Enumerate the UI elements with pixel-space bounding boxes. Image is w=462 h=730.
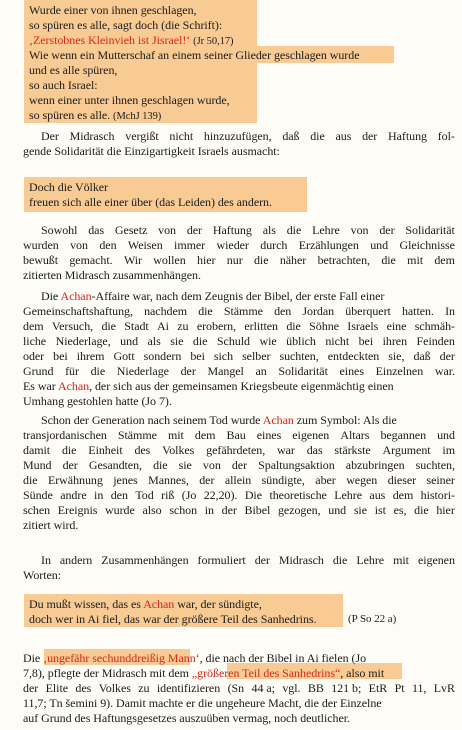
quote1-line: Wurde einer von ihnen geschlagen, <box>29 3 197 17</box>
word: selber <box>242 349 271 363</box>
word: BB <box>307 681 324 695</box>
word: mit <box>407 253 424 267</box>
para4-line <box>23 488 455 502</box>
word: gezogen, <box>277 503 321 517</box>
word: des <box>134 443 151 457</box>
word: also <box>142 503 162 517</box>
para4-line <box>23 503 455 517</box>
word: Lehre <box>356 553 385 567</box>
word: dem <box>392 488 414 502</box>
word: Schuld <box>216 334 250 348</box>
word: der <box>379 223 395 237</box>
word: vgl. <box>282 681 301 695</box>
word: nicht <box>169 129 194 143</box>
word: Gleichnisse <box>399 238 455 252</box>
word: und <box>328 503 347 517</box>
word: die <box>153 458 168 472</box>
word: fol- <box>437 129 455 143</box>
name-achan: Achan <box>262 413 294 427</box>
word: suchten, <box>415 458 455 472</box>
word: damit <box>23 443 51 457</box>
para4-line <box>23 458 455 472</box>
para3-line <box>23 349 455 363</box>
word: daß <box>413 349 431 363</box>
word: Elite <box>45 681 69 695</box>
word: überquert <box>345 304 391 318</box>
word: wurde <box>105 503 135 517</box>
word: allein <box>224 473 252 487</box>
word: Ereignis <box>57 503 98 517</box>
name-achan: Achan <box>143 597 175 611</box>
para5-line <box>41 553 455 567</box>
quote1-line <box>29 33 234 49</box>
word: durch <box>260 238 288 252</box>
word: 22,20). <box>203 488 238 502</box>
word: die <box>23 473 38 487</box>
word: formuliert <box>197 553 246 567</box>
word: den <box>110 488 128 502</box>
word: Grund <box>23 364 54 378</box>
para4-line <box>23 473 455 487</box>
word: Mangel <box>207 364 244 378</box>
word: Tod <box>135 488 154 502</box>
para3-line: Es war Achan, der sich aus der gemeinsamen Kriegsbeute eigenmächtig einen <box>23 379 394 393</box>
word: der <box>231 458 248 472</box>
word: die <box>192 334 208 348</box>
word: bei <box>190 349 205 363</box>
word: EtR <box>368 681 388 695</box>
para2-line <box>23 238 455 252</box>
quote1-ref: (MchJ 139) <box>113 111 162 122</box>
quote3-line: doch wer in Ai fiel, das war der größere Teil des Sanhedrins. <box>29 612 317 626</box>
word: an <box>255 364 267 378</box>
word: eigenen <box>292 428 330 442</box>
word: vergißt <box>125 129 159 143</box>
word: andre <box>60 488 87 502</box>
word: gemacht. <box>69 253 113 267</box>
word: Altars <box>340 428 370 442</box>
word: von <box>202 458 221 472</box>
para4-line <box>23 428 455 442</box>
word: die <box>198 304 213 318</box>
word: 44 a; <box>251 681 275 695</box>
word: eines <box>256 428 282 442</box>
para3-line <box>23 334 455 348</box>
word: nicht <box>325 334 350 348</box>
quote1-line: so auch Israel: <box>29 78 98 92</box>
word: und <box>120 334 139 348</box>
word: ihrem <box>76 349 105 363</box>
word: identifizieren <box>156 681 221 695</box>
word: und <box>437 428 455 442</box>
word: Pt <box>394 681 405 695</box>
word: Haftung <box>212 223 252 237</box>
word: 11, <box>411 681 427 695</box>
para3-line <box>23 304 455 318</box>
word: Gemeinschaftshaftung, <box>23 304 133 318</box>
word: Lehre <box>334 488 362 502</box>
word: 121 b; <box>331 681 362 695</box>
word: LvR <box>433 681 455 695</box>
word: transjordanischen <box>23 428 107 442</box>
word: Der <box>41 129 59 143</box>
word: war <box>277 443 295 457</box>
word: die <box>90 364 106 378</box>
word: immer <box>174 238 206 252</box>
word: aus <box>369 488 386 502</box>
word: mit <box>393 553 409 567</box>
quote1-line: Wie wenn ein Mutterschaf an einem seiner Glieder geschlagen wurde <box>29 48 360 62</box>
word: es, <box>393 503 407 517</box>
word: seiner <box>426 473 455 487</box>
word: Spaltungsaktion <box>258 458 335 472</box>
word: Gesetz <box>114 223 148 237</box>
word: Bibel <box>244 503 271 517</box>
para6-line: Die ‚ungefähr sechunddreißig Mann‘, die nach der Bibel in Ai fielen (Jo <box>23 651 367 665</box>
word: entdeckten <box>327 349 380 363</box>
red-phrase-sanhedrin: „größeren Teil des Sanhedrins“ <box>191 666 341 680</box>
word: daß <box>282 129 300 143</box>
para6-line: 7,8), pflegte der Midrasch mit dem „größeren Teil des Sanhedrins“, also mit <box>23 666 385 680</box>
word: sie <box>170 334 184 348</box>
word: bewußt <box>23 253 59 267</box>
word: schon <box>169 503 198 517</box>
word: eigenen <box>417 553 455 567</box>
para3-line <box>23 364 455 378</box>
para3-line: Umhang gestohlen hatte (Jo 7). <box>23 394 172 408</box>
word: ihren <box>382 334 408 348</box>
word: Solidarität <box>278 364 328 378</box>
quote3-ref: (P So 22 a) <box>348 613 397 625</box>
quote1-ref: (Jr 50,17) <box>193 36 234 47</box>
word: Israels <box>347 319 379 333</box>
word: in <box>204 503 214 517</box>
word: der <box>254 553 270 567</box>
word: Niederlage, <box>55 334 111 348</box>
word: dieser <box>387 473 417 487</box>
word: Einheit <box>88 443 123 457</box>
word: Volkes <box>98 681 131 695</box>
word: suchten, <box>279 349 319 363</box>
word: der <box>23 681 39 695</box>
word: gefährdeten, <box>206 443 266 457</box>
word: Solidarität <box>405 223 455 237</box>
para4-line <box>23 443 455 457</box>
para2-line: zitierten Midrasch zusammenhängen. <box>23 268 201 282</box>
word: Mund <box>23 458 52 472</box>
word: schmäh- <box>414 319 455 333</box>
word: der <box>186 223 203 237</box>
para4-line: Schon der Generation nach seinem Tod wurde Achan zum Symbol: Als die <box>41 413 397 427</box>
word: die <box>253 253 269 267</box>
para2-line <box>41 223 455 237</box>
word: andern <box>59 553 93 567</box>
word: die <box>61 443 77 457</box>
word: ist <box>374 503 386 517</box>
word: Jordan <box>302 304 335 318</box>
word: und <box>370 238 389 252</box>
word: der <box>180 364 196 378</box>
word: eine <box>386 319 407 333</box>
word: Niederlage <box>116 364 169 378</box>
word: zu <box>138 681 150 695</box>
word: das <box>306 443 323 457</box>
word: Wir <box>123 253 142 267</box>
word: eines <box>339 364 364 378</box>
word: Midrasch <box>278 553 324 567</box>
word: die <box>310 129 325 143</box>
word: der <box>362 129 378 143</box>
word: Söhne <box>309 319 339 333</box>
word: die <box>381 253 396 267</box>
quote1-line: so spüren es alle, sagt doch (die Schrift): <box>29 18 223 32</box>
word: üblich <box>286 334 316 348</box>
word: Versuch, <box>51 319 94 333</box>
word: als <box>262 223 276 237</box>
word: mit <box>167 428 184 442</box>
word: hatten. <box>401 304 434 318</box>
word: erobern, <box>196 319 237 333</box>
word: Sowohl <box>41 223 78 237</box>
word: von <box>350 223 369 237</box>
para6-line: 11,7; Tn šemini 9). Damit machte er die ungeheure Macht, die der Einzelne <box>23 696 382 710</box>
word: Stämme <box>117 428 157 442</box>
word: theoretische <box>269 488 327 502</box>
word: wieder <box>216 238 249 252</box>
word: sondern <box>143 349 182 363</box>
word: hinzuzufügen, <box>203 129 272 143</box>
word: abzubringen <box>345 458 405 472</box>
para3-line: Die Achan-Affaire war, nach dem Zeugnis der Bibel, der erste Fall einer <box>41 289 385 303</box>
word: Die <box>244 488 262 502</box>
word: den <box>99 238 117 252</box>
word: den <box>274 304 292 318</box>
word: die <box>286 223 302 237</box>
para6-line <box>23 681 455 695</box>
quote2-line: freuen sich alle einer über (das Leiden) des andern. <box>29 195 272 209</box>
word: sie <box>353 503 367 517</box>
word: wollen <box>153 253 186 267</box>
word: liche <box>23 334 47 348</box>
word: dem <box>23 319 44 333</box>
word: (Jo <box>181 488 197 502</box>
word: nachdem <box>144 304 188 318</box>
word: oder <box>23 349 45 363</box>
word: dem <box>434 253 455 267</box>
word: Ai <box>157 319 169 333</box>
word: hier <box>436 503 455 517</box>
word: der <box>62 458 78 472</box>
word: wegen <box>346 473 378 487</box>
word: sie <box>178 458 192 472</box>
word: nur <box>226 253 243 267</box>
word: sündigte, <box>261 473 305 487</box>
word: sie, <box>388 349 405 363</box>
para5-line: Worten: <box>23 568 62 582</box>
word: der <box>199 473 215 487</box>
word: jenes <box>113 473 138 487</box>
word: Stämme <box>223 304 263 318</box>
word: wurden <box>23 238 59 252</box>
word: begannen <box>380 428 427 442</box>
word: von <box>158 223 176 237</box>
quote3-line: Du mußt wissen, das es Achan war, der sündigte, <box>29 597 262 611</box>
quote1-line: wenn einer unter ihnen geschlagen wurde, <box>29 93 230 107</box>
word: Haftung <box>388 129 427 143</box>
word: als <box>147 334 161 348</box>
word: die <box>286 319 301 333</box>
para1-line: gende Solidarität die Einzigartigkeit Israels ausmacht: <box>23 144 280 158</box>
quote2-line: Doch die Völker <box>29 180 109 194</box>
word: Sünde <box>23 488 53 502</box>
para3-line <box>23 319 455 333</box>
word: Stadt <box>124 319 149 333</box>
word: wie <box>259 334 277 348</box>
word: (Sn <box>227 681 245 695</box>
word: der <box>439 349 455 363</box>
word: erlitten <box>244 319 278 333</box>
word: Gesandten, <box>88 458 142 472</box>
word: für <box>65 364 79 378</box>
word: näher <box>279 253 307 267</box>
para1-line <box>41 129 455 143</box>
word: aber <box>315 473 336 487</box>
word: dem <box>194 428 216 442</box>
word: betrachten, <box>317 253 370 267</box>
word: Erwähnung <box>47 473 103 487</box>
word: aus <box>335 129 352 143</box>
word: Midrasch <box>69 129 115 143</box>
para4-line: zitiert wird. <box>23 518 79 532</box>
word: histori- <box>420 488 455 502</box>
word: Weisen <box>127 238 163 252</box>
word: Lehre <box>312 223 340 237</box>
word: In <box>41 553 51 567</box>
word: in <box>94 488 104 502</box>
word: bei <box>358 334 374 348</box>
word: Mannes, <box>148 473 189 487</box>
para6-line: auf Grund des Haftungsgesetzes auszuüben vermag, noch deutlicher. <box>23 711 350 725</box>
quote1-line: so spüren es alle. (MchJ 139) <box>29 108 162 122</box>
word: sich <box>213 349 234 363</box>
quote1-line: und es alle spüren, <box>29 63 118 77</box>
word: das <box>88 223 105 237</box>
para2-line <box>23 253 455 267</box>
word: im <box>442 443 455 457</box>
word: Gott <box>113 349 135 363</box>
word: Feinden <box>416 334 455 348</box>
name-achan: Achan <box>60 289 92 303</box>
word: Einzelnen <box>375 364 424 378</box>
word: Erzählungen <box>298 238 359 252</box>
word: In <box>445 304 455 318</box>
word: Bau <box>226 428 246 442</box>
word: die <box>101 319 116 333</box>
word: riß <box>161 488 175 502</box>
word: Argument <box>382 443 431 457</box>
word: Zusammenhängen <box>101 553 189 567</box>
word: stärkste <box>334 443 371 457</box>
red-phrase-mann: ‚ungefähr sechunddreißig Mann‘ <box>43 651 200 665</box>
word: schen <box>23 503 51 517</box>
name-achan: Achan <box>57 379 90 393</box>
word: zu <box>177 319 189 333</box>
word: die <box>332 553 348 567</box>
quote1-red-phrase: ‚Zerstobnes Kleinvieh ist Jisrael!‘ <box>29 33 191 47</box>
word: von <box>70 238 88 252</box>
word: Volkes <box>162 443 195 457</box>
word: des <box>75 681 92 695</box>
word: hier <box>197 253 216 267</box>
word: bei <box>53 349 68 363</box>
word: der <box>221 503 237 517</box>
word: war. <box>434 364 455 378</box>
word: die <box>414 503 429 517</box>
